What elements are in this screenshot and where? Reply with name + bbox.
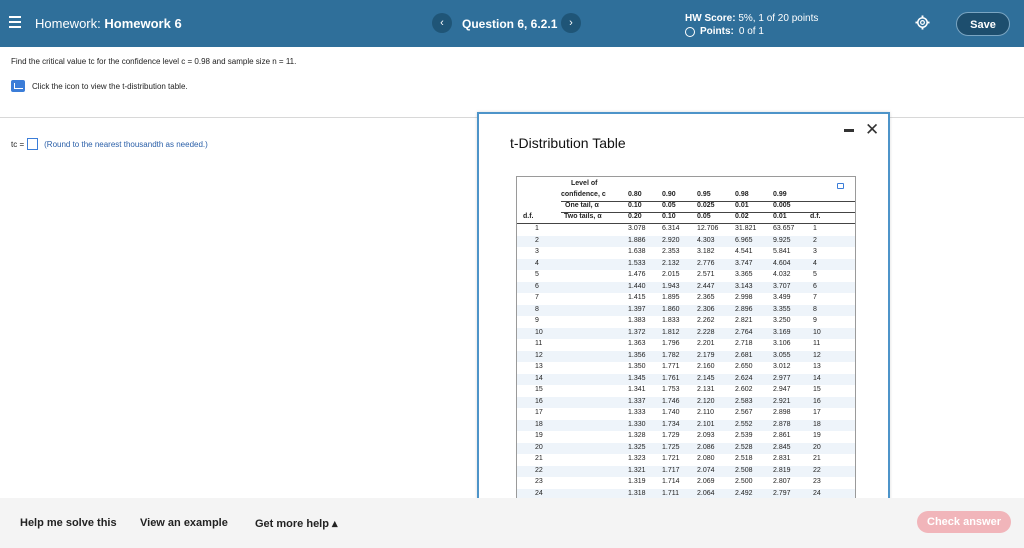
table-header-value: 0.05: [697, 213, 711, 220]
table-cell: 2.101: [697, 420, 715, 428]
table-cell: 2.262: [697, 317, 715, 324]
table-cell: 2.500: [735, 478, 753, 485]
table-book-icon[interactable]: [11, 80, 25, 92]
table-cell: 2.228: [697, 328, 715, 336]
row-stripe: [517, 236, 855, 247]
table-cell: 2.306: [697, 305, 715, 313]
answer-row: [11, 138, 208, 150]
table-cell: 1.711: [662, 489, 679, 497]
table-cell: 1.325: [628, 443, 646, 451]
table-cell: 1.440: [628, 282, 646, 290]
table-cell: 15: [813, 386, 821, 393]
table-cell: 2.353: [662, 248, 680, 255]
table-cell: 2.681: [735, 351, 753, 359]
table-cell: 12: [813, 351, 821, 359]
table-cell: 2.160: [697, 363, 715, 370]
table-cell: 19: [535, 432, 543, 439]
table-cell: 24: [535, 489, 543, 497]
table-cell: 1.771: [662, 363, 680, 370]
homework-title-name: Homework 6: [104, 16, 182, 31]
table-cell: 4.032: [773, 271, 791, 278]
table-cell: 2.069: [697, 478, 715, 485]
table-cell: 2.086: [697, 443, 715, 451]
table-cell: 10: [535, 328, 543, 336]
table-cell: 2: [813, 236, 817, 244]
table-cell: 1.333: [628, 409, 646, 416]
table-cell: 1.886: [628, 236, 646, 244]
table-cell: 1.383: [628, 317, 646, 324]
answer-hint: (Round to the nearest thousandth as needed.): [44, 139, 208, 149]
table-cell: 2.583: [735, 397, 753, 405]
table-cell: 15: [535, 386, 543, 393]
table-cell: 12.706: [697, 225, 719, 232]
top-bar: [0, 0, 1024, 47]
save-button[interactable]: Save: [956, 12, 1010, 36]
table-cell: 2.718: [735, 340, 753, 347]
row-stripe: [517, 305, 855, 316]
table-cell: 11: [813, 340, 821, 347]
table-cell: 3: [813, 248, 817, 255]
homework-title-prefix: Homework:: [35, 16, 101, 31]
table-cell: 20: [813, 443, 821, 451]
table-cell: 17: [535, 409, 543, 416]
table-cell: 2.567: [735, 409, 753, 416]
table-header-value: 0.90: [662, 191, 676, 198]
help-me-solve-button[interactable]: Help me solve this: [20, 517, 117, 529]
table-cell: 1.638: [628, 248, 646, 255]
table-cell: 2.797: [773, 489, 791, 497]
table-cell: 5.841: [773, 248, 791, 255]
row-stripe: [517, 282, 855, 293]
table-cell: 1.415: [628, 294, 646, 301]
table-cell: 13: [813, 363, 821, 370]
table-header-value: 0.05: [662, 202, 676, 209]
table-icon-link[interactable]: [11, 80, 188, 92]
chevron-right-icon: ›: [569, 17, 573, 29]
footer-bar: [0, 498, 1024, 548]
table-cell: 3.250: [773, 317, 791, 324]
table-cell: 1.943: [662, 282, 680, 290]
table-cell: 1.533: [628, 259, 646, 267]
table-cell: 4: [813, 259, 817, 267]
table-header-value: 0.02: [735, 213, 749, 220]
table-cell: 2.896: [735, 305, 753, 313]
table-cell: 9: [813, 317, 817, 324]
table-cell: 14: [535, 374, 543, 382]
table-cell: 2.921: [773, 397, 791, 405]
table-cell: 1.895: [662, 294, 680, 301]
table-cell: 2.132: [662, 259, 680, 267]
table-cell: 2.447: [697, 282, 715, 290]
table-cell: 3: [535, 248, 539, 255]
df-label-right: d.f.: [810, 213, 821, 220]
table-cell: 1.330: [628, 420, 646, 428]
table-header-label: One tail, α: [565, 202, 599, 209]
points-value: 0 of 1: [738, 26, 764, 37]
table-cell: 22: [535, 466, 543, 474]
table-cell: 1.350: [628, 363, 646, 370]
table-cell: 1.746: [662, 397, 680, 405]
table-header-label: confidence, c: [561, 191, 606, 198]
table-cell: 2.776: [697, 259, 715, 267]
table-cell: 7: [535, 294, 539, 301]
table-cell: 1.725: [662, 443, 680, 451]
table-cell: 1.782: [662, 351, 680, 359]
table-cell: 5: [535, 271, 539, 278]
table-cell: 1: [813, 225, 817, 232]
table-cell: 3.055: [773, 351, 791, 359]
df-label-left: d.f.: [523, 213, 534, 220]
score-summary: [685, 12, 818, 38]
table-cell: 11: [535, 340, 543, 347]
next-question-button[interactable]: [561, 13, 581, 33]
table-cell: 1.812: [662, 328, 680, 336]
table-cell: 2.539: [735, 432, 753, 439]
question-prompt: Find the critical value tc for the confidence level c = 0.98 and sample size n = 11.: [11, 57, 297, 66]
table-cell: 3.143: [735, 282, 753, 290]
table-cell: 2.571: [697, 271, 715, 278]
table-cell: 22: [813, 466, 821, 474]
table-rule: [517, 223, 855, 224]
table-cell: 18: [813, 420, 821, 428]
table-rule: [561, 212, 855, 213]
table-cell: 5: [813, 271, 817, 278]
table-cell: 6.965: [735, 236, 753, 244]
homework-title: [35, 16, 182, 31]
points-circle-icon: [685, 27, 695, 37]
table-cell: 7: [813, 294, 817, 301]
table-header-value: 0.98: [735, 191, 749, 198]
table-cell: 1.476: [628, 271, 646, 278]
dialog-title: t-Distribution Table: [510, 135, 626, 151]
table-cell: 2.845: [773, 443, 791, 451]
table-cell: 2.977: [773, 374, 791, 382]
table-cell: 6: [535, 282, 539, 290]
table-header-value: 0.20: [628, 213, 642, 220]
chevron-left-icon: ‹: [440, 17, 444, 29]
row-stripe: [517, 420, 855, 431]
table-cell: 14: [813, 374, 821, 382]
table-cell: 17: [813, 409, 821, 416]
table-cell: 2.998: [735, 294, 753, 301]
table-cell: 2.145: [697, 374, 715, 382]
table-cell: 18: [535, 420, 543, 428]
table-header-value: 0.99: [773, 191, 787, 198]
table-cell: 1.714: [662, 478, 680, 485]
t-distribution-dialog: [477, 112, 890, 548]
check-answer-button[interactable]: Check answer: [917, 511, 1011, 533]
table-cell: 16: [535, 397, 543, 405]
table-cell: 1.341: [628, 386, 646, 393]
table-cell: 2.624: [735, 374, 753, 382]
table-cell: 3.078: [628, 225, 646, 232]
previous-question-button[interactable]: [432, 13, 452, 33]
table-cell: 1.796: [662, 340, 680, 347]
table-cell: 19: [813, 432, 821, 439]
table-cell: 1.397: [628, 305, 646, 313]
score-label: HW Score:: [685, 13, 736, 24]
table-cell: 1.363: [628, 340, 646, 347]
row-stripe: [517, 374, 855, 385]
table-cell: 24: [813, 489, 821, 497]
table-cell: 1.734: [662, 420, 680, 428]
table-cell: 2.861: [773, 432, 791, 439]
table-cell: 2.508: [735, 466, 753, 474]
table-cell: 2.528: [735, 443, 753, 451]
table-cell: 2.064: [697, 489, 715, 497]
table-cell: 23: [813, 478, 821, 485]
table-cell: 16: [813, 397, 821, 405]
table-cell: 1.721: [662, 455, 680, 462]
table-header-value: 0.80: [628, 191, 642, 198]
table-cell: 2.602: [735, 386, 753, 393]
table-cell: 2.764: [735, 328, 753, 336]
menu-icon[interactable]: [9, 16, 21, 28]
table-cell: 2.831: [773, 455, 791, 462]
table-rule: [561, 201, 855, 202]
table-cell: 9: [535, 317, 539, 324]
table-header-value: 0.10: [662, 213, 676, 220]
table-cell: 13: [535, 363, 543, 370]
table-cell: 2: [535, 236, 539, 244]
table-cell: 2.365: [697, 294, 715, 301]
table-cell: 1.372: [628, 328, 646, 336]
table-cell: 2.650: [735, 363, 753, 370]
table-cell: 4.541: [735, 248, 753, 255]
answer-prefix: tc =: [11, 139, 25, 149]
table-cell: 1.761: [662, 374, 680, 382]
table-icon-link-text: Click the icon to view the t-distribution table.: [32, 81, 188, 91]
table-cell: 1.319: [628, 478, 646, 485]
table-cell: 31.821: [735, 225, 757, 232]
table-cell: 8: [535, 305, 539, 313]
table-cell: 2.492: [735, 489, 753, 497]
table-cell: 21: [535, 455, 543, 462]
table-cell: 1.860: [662, 305, 680, 313]
table-cell: 2.807: [773, 478, 791, 485]
table-cell: 2.552: [735, 420, 753, 428]
table-cell: 1: [535, 225, 539, 232]
table-cell: 3.169: [773, 328, 791, 336]
table-cell: 3.106: [773, 340, 791, 347]
table-header-value: 0.01: [735, 202, 749, 209]
table-cell: 3.182: [697, 248, 715, 255]
table-cell: 8: [813, 305, 817, 313]
table-cell: 2.878: [773, 420, 791, 428]
table-cell: 1.833: [662, 317, 680, 324]
table-header-value: 0.10: [628, 202, 642, 209]
table-cell: 2.015: [662, 271, 680, 278]
get-more-help-button[interactable]: Get more help ▴: [255, 518, 338, 530]
points-label: Points:: [700, 26, 734, 37]
t-distribution-table: [516, 176, 856, 518]
table-cell: 2.201: [697, 340, 715, 347]
table-header-value: 0.025: [697, 202, 715, 209]
table-cell: 1.321: [628, 466, 646, 474]
table-header-value: 0.01: [773, 213, 787, 220]
row-stripe: [517, 351, 855, 362]
table-cell: 1.337: [628, 397, 646, 405]
table-cell: 2.080: [697, 455, 715, 462]
table-cell: 2.898: [773, 409, 791, 416]
table-cell: 20: [535, 443, 543, 451]
table-cell: 1.323: [628, 455, 646, 462]
table-cell: 2.518: [735, 455, 753, 462]
table-cell: 12: [535, 351, 543, 359]
table-cell: 2.093: [697, 432, 715, 439]
close-icon[interactable]: ✕: [865, 120, 880, 139]
table-header-value: 0.005: [773, 202, 791, 209]
table-cell: 1.318: [628, 489, 646, 497]
table-header-label: Two tails, α: [564, 213, 602, 220]
table-cell: 4: [535, 259, 539, 267]
table-cell: 2.821: [735, 317, 753, 324]
table-cell: 2.920: [662, 236, 680, 244]
table-cell: 2.074: [697, 466, 715, 474]
table-cell: 1.328: [628, 432, 646, 439]
table-cell: 63.657: [773, 225, 795, 232]
table-cell: 21: [813, 455, 821, 462]
table-cell: 1.717: [662, 466, 680, 474]
table-cell: 2.947: [773, 386, 791, 393]
table-cell: 3.747: [735, 259, 753, 267]
table-cell: 3.707: [773, 282, 791, 290]
row-stripe: [517, 328, 855, 339]
row-stripe: [517, 259, 855, 270]
table-cell: 6.314: [662, 225, 680, 232]
question-label[interactable]: Question 6, 6.2.1: [462, 17, 558, 31]
table-cell: 6: [813, 282, 817, 290]
table-header-label: Level of: [571, 180, 598, 187]
row-stripe: [517, 466, 855, 477]
row-stripe: [517, 443, 855, 454]
table-header-value: 0.95: [697, 191, 711, 198]
table-cell: 2.131: [697, 386, 715, 393]
view-example-button[interactable]: View an example: [140, 517, 228, 529]
table-cell: 1.740: [662, 409, 680, 416]
table-cell: 3.355: [773, 305, 791, 313]
minimize-icon[interactable]: [844, 129, 854, 132]
table-cell: 2.179: [697, 351, 715, 359]
table-cell: 3.365: [735, 271, 753, 278]
table-cell: 4.604: [773, 259, 791, 267]
table-cell: 4.303: [697, 236, 715, 244]
table-cell: 2.819: [773, 466, 791, 474]
table-cell: 2.120: [697, 397, 715, 405]
gear-icon[interactable]: [915, 15, 930, 30]
table-cell: 1.753: [662, 386, 680, 393]
table-cell: 3.012: [773, 363, 791, 370]
table-cell: 10: [813, 328, 821, 336]
table-cell: 9.925: [773, 236, 791, 244]
table-cell: 2.110: [697, 409, 714, 416]
table-cell: 1.356: [628, 351, 646, 359]
row-stripe: [517, 397, 855, 408]
table-cell: 3.499: [773, 294, 791, 301]
table-cell: 23: [535, 478, 543, 485]
score-value: 5%, 1 of 20 points: [738, 13, 819, 24]
table-cell: 1.729: [662, 432, 680, 439]
table-cell: 1.345: [628, 374, 646, 382]
answer-input[interactable]: [27, 138, 38, 150]
